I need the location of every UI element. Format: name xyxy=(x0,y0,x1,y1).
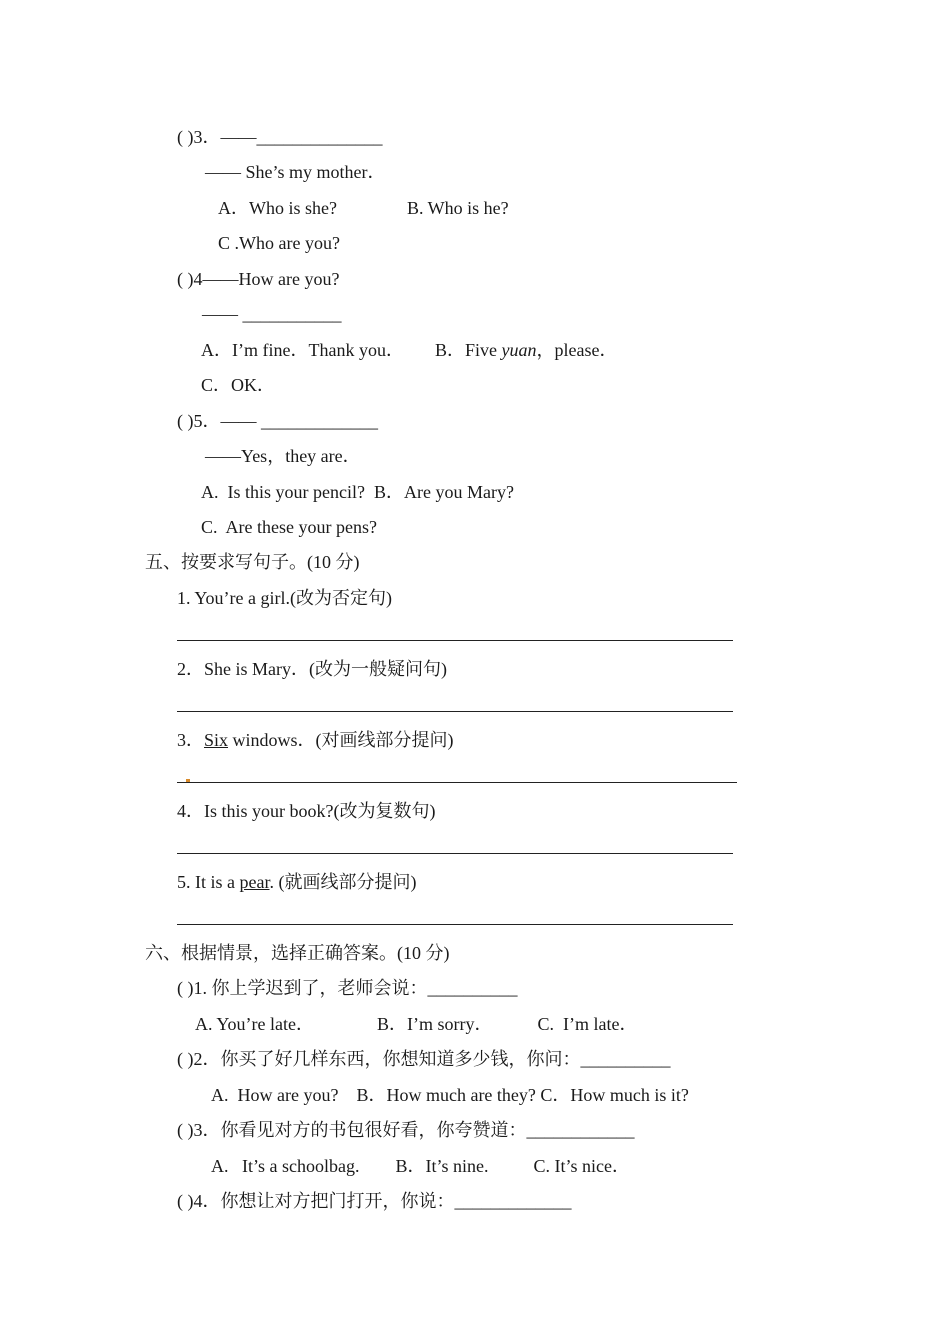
q5-option-c: C. Are these your pens? xyxy=(201,517,377,537)
s6-q3-stem: ( )3．你看见对方的书包很好看，你夸赞道：____________ xyxy=(177,1120,635,1140)
q4-option-a: A．I’m fine．Thank you． xyxy=(201,340,404,360)
s5-q4: 4．Is this your book?(改为复数句) xyxy=(177,801,436,821)
q4-option-c: C．OK． xyxy=(201,375,276,395)
q4-option-b-post: ，please． xyxy=(536,340,618,360)
q3-stem: ( )3．——______________ xyxy=(177,127,383,147)
q3-option-c: C .Who are you? xyxy=(218,233,340,253)
q4-option-b-italic: yuan xyxy=(501,340,537,360)
q4-option-b xyxy=(435,339,618,361)
s5-q3 xyxy=(177,729,454,751)
s5-q5-answer-line[interactable] xyxy=(177,924,733,925)
q3-option-a: A．Who is she? xyxy=(218,198,337,218)
s5-q5 xyxy=(177,871,416,893)
cursor-mark xyxy=(186,779,190,782)
s5-q4-answer-line[interactable] xyxy=(177,853,733,854)
q5-answer: ——Yes，they are． xyxy=(205,446,361,466)
s5-q2-answer-line[interactable] xyxy=(177,711,733,712)
s5-q3-underlined: Six xyxy=(204,730,229,750)
s5-q3-answer-line[interactable] xyxy=(177,782,737,783)
s6-q3-options: A. It’s a schoolbag. B．It’s nine. C. It’s nice． xyxy=(211,1156,630,1176)
section6-heading: 六、根据情景，选择正确答案。(10 分) xyxy=(145,943,450,963)
q3-option-b: B. Who is he? xyxy=(407,198,509,218)
s6-q4-stem: ( )4．你想让对方把门打开，你说：_____________ xyxy=(177,1191,572,1211)
q4-answer: —— ___________ xyxy=(202,304,342,324)
s5-q1-answer-line[interactable] xyxy=(177,640,733,641)
s5-q3-rest: windows．(对画线部分提问) xyxy=(228,730,454,750)
s5-q3-number: 3． xyxy=(177,730,204,750)
s6-q2-options: A. How are you? B．How much are they? C．How much is it? xyxy=(211,1085,689,1105)
q5-options-ab: A. Is this your pencil? B．Are you Mary? xyxy=(201,482,514,502)
s6-q1-stem: ( )1. 你上学迟到了，老师会说：__________ xyxy=(177,978,518,998)
s5-q2: 2．She is Mary．(改为一般疑问句) xyxy=(177,659,447,679)
s6-q1-options: A. You’re late． B．I’m sorry． C. I’m late． xyxy=(195,1014,638,1034)
q4-option-b-pre: B．Five xyxy=(435,340,502,360)
s5-q1: 1. You’re a girl.(改为否定句) xyxy=(177,588,392,608)
section5-heading: 五、按要求写句子。(10 分) xyxy=(145,552,360,572)
q3-answer: —— She’s my mother． xyxy=(205,162,386,182)
s5-q5-rest: . (就画线部分提问) xyxy=(269,872,417,892)
q5-stem: ( )5．—— _____________ xyxy=(177,411,378,431)
s5-q5-pre: 5. It is a xyxy=(177,872,240,892)
q4-stem: ( )4——How are you? xyxy=(177,269,340,289)
s5-q5-underlined: pear xyxy=(239,872,270,892)
s6-q2-stem: ( )2．你买了好几样东西，你想知道多少钱，你问：__________ xyxy=(177,1049,671,1069)
